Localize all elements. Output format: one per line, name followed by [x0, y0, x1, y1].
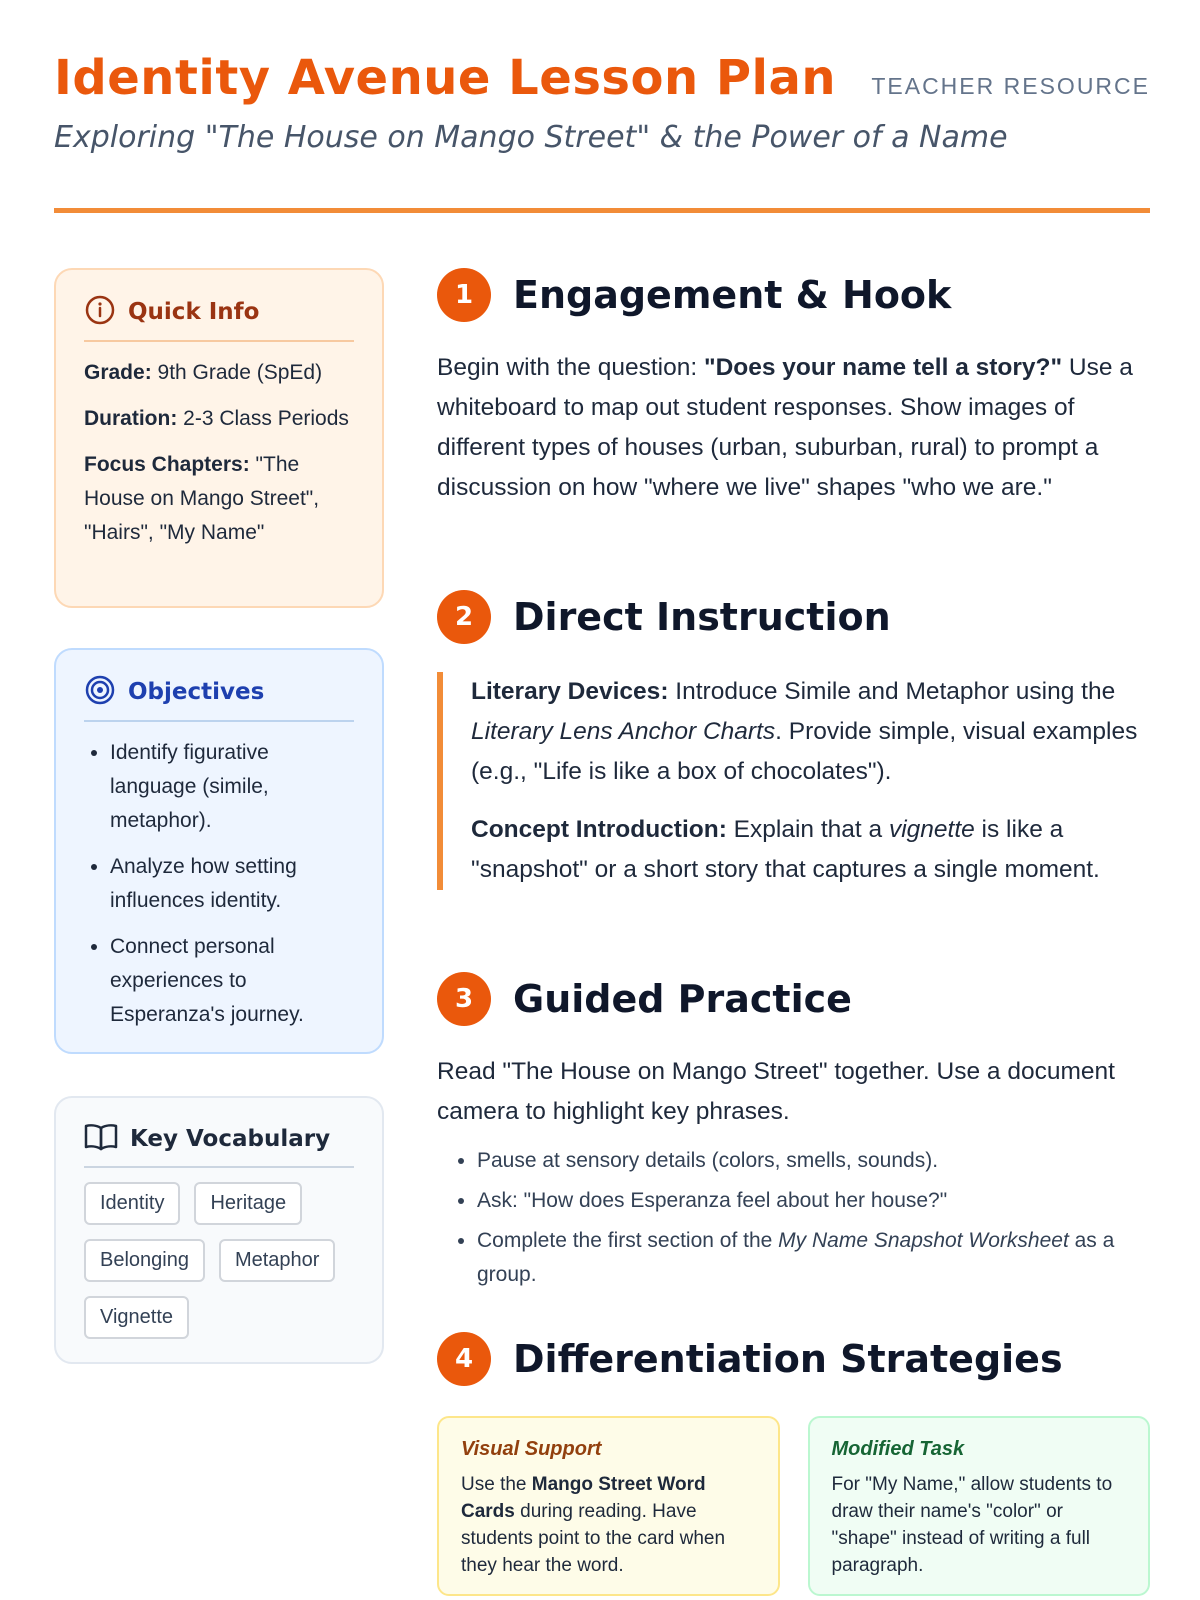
modified-task-card [808, 1416, 1151, 1596]
duration-label: Duration: [84, 407, 178, 430]
engagement-section [437, 268, 1150, 508]
strategy-cards [437, 1416, 1150, 1596]
objectives-card [54, 648, 384, 1054]
quick-info-title: Quick Info [128, 299, 260, 325]
grade-label: Grade: [84, 361, 152, 384]
worksheet-title: My Name Snapshot Worksheet [778, 1229, 1069, 1252]
list-item: • Analyze how setting influences identity. [110, 850, 354, 918]
engagement-text [437, 348, 1150, 508]
instruction-callout [437, 672, 1150, 890]
bullet3-a: Complete the first section of the [477, 1229, 779, 1252]
differentiation-section [437, 1332, 1150, 1596]
vignette-term: vignette [888, 816, 975, 843]
step-number-badge: 3 [437, 972, 491, 1026]
concept-b: is like a "snapshot" or a short story that captures a single moment. [471, 816, 1100, 883]
guided-intro: Read "The House on Mango Street" together. Use a document camera to highlight key phrases. [437, 1058, 1115, 1125]
modified-task-text: For "My Name," allow students to draw their name's "color" or "shape" instead of writing a full paragraph. [831, 1474, 1113, 1576]
direct-instruction-section [437, 590, 1150, 908]
page-title: Identity Avenue Lesson Plan [54, 50, 837, 106]
vocabulary-chips [84, 1182, 354, 1339]
visual-support-text [461, 1471, 756, 1579]
focus-value: "The House on Mango Street", "Hairs", "My Name" [84, 453, 320, 544]
section-title: Engagement & Hook [513, 273, 952, 317]
page-subtitle: Exploring "The House on Mango Street" & the Power of a Name [54, 120, 1008, 155]
focus-label: Focus Chapters: [84, 453, 250, 476]
duration-value: 2-3 Class Periods [177, 407, 349, 430]
section-title: Differentiation Strategies [513, 1337, 1063, 1381]
step-number-badge: 1 [437, 268, 491, 322]
target-icon [84, 674, 116, 710]
vocabulary-title: Key Vocabulary [130, 1126, 331, 1152]
step-number-badge: 4 [437, 1332, 491, 1386]
literary-devices-text [471, 672, 1150, 792]
engagement-lead: Begin with the question: [437, 354, 704, 381]
vocab-chip: Identity [84, 1182, 180, 1225]
engagement-question: "Does your name tell a story?" [703, 354, 1063, 381]
list-item: • Identify figurative language (simile, metaphor). [110, 736, 354, 838]
vocab-chip: Belonging [84, 1239, 205, 1282]
anchor-charts-title: Literary Lens Anchor Charts [471, 718, 776, 745]
vocabulary-card [54, 1096, 384, 1364]
vocab-chip: Heritage [194, 1182, 302, 1225]
section-title: Direct Instruction [513, 595, 891, 639]
literary-devices-b: . Provide simple, visual examples (e.g., "Life is like a box of chocolates"). [471, 718, 1138, 785]
modified-task-title: Modified Task [831, 1438, 965, 1460]
quick-info-card [54, 268, 384, 608]
objectives-list [84, 736, 354, 1032]
visual-support-card [437, 1416, 780, 1596]
section-title: Guided Practice [513, 977, 852, 1021]
info-circle-icon [84, 294, 116, 330]
book-open-icon [84, 1122, 118, 1156]
objectives-title: Objectives [128, 679, 265, 705]
engagement-rest: Use a whiteboard to map out student responses. Show images of different types of houses (urban, suburban, rural) to prompt a discussion on how "where we live" shapes "who we are." [437, 354, 1133, 501]
literary-devices-label: Literary Devices: [471, 678, 669, 705]
focus-row [84, 448, 354, 550]
bullet3-b: as a group. [477, 1229, 1115, 1286]
vocab-chip: Vignette [84, 1296, 189, 1339]
list-item: • Ask: "How does Esperanza feel about her house?" [477, 1184, 1150, 1218]
vocab-chip: Metaphor [219, 1239, 336, 1282]
grade-value: 9th Grade (SpEd) [151, 361, 323, 384]
grade-row [84, 356, 354, 390]
page-header [54, 50, 1150, 155]
concept-label: Concept Introduction: [471, 816, 727, 843]
duration-row [84, 402, 354, 436]
visual-support-title: Visual Support [461, 1438, 602, 1460]
visual-a: Use the [461, 1474, 532, 1495]
list-item: • Pause at sensory details (colors, smells, sounds). [477, 1144, 1150, 1178]
list-item: • Connect personal experiences to Esperanza's journey. [110, 930, 354, 1032]
header-divider [54, 208, 1150, 213]
resource-tag: TEACHER RESOURCE [871, 73, 1150, 99]
concept-a: Explain that a [726, 816, 889, 843]
guided-steps-list [437, 1144, 1150, 1292]
guided-practice-section [437, 972, 1150, 1298]
word-cards-title: Mango Street Word Cards [461, 1474, 706, 1522]
literary-devices-a: Introduce Simile and Metaphor using the [668, 678, 1116, 705]
visual-c: during reading. Have students point to the card when they hear the word. [461, 1501, 726, 1576]
concept-text [471, 810, 1150, 890]
step-number-badge: 2 [437, 590, 491, 644]
list-item [477, 1224, 1150, 1292]
